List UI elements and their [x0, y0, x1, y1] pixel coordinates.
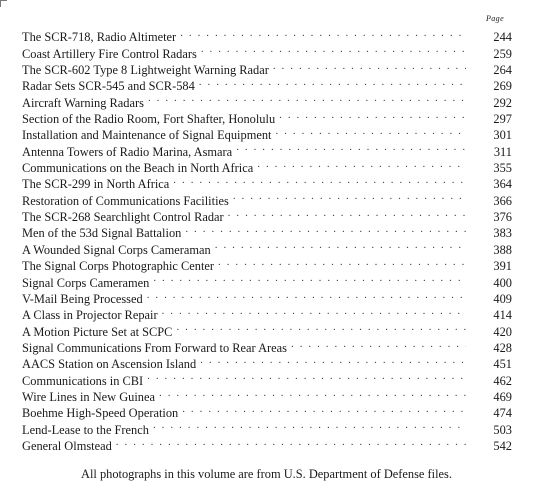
dot-leader [291, 336, 466, 352]
toc-entry-page-number: 292 [466, 95, 512, 111]
dot-leader [147, 287, 466, 303]
toc-entry-page-number: 355 [466, 160, 512, 176]
toc-entry-page-number: 420 [466, 324, 512, 340]
toc-entry-page-number: 409 [466, 291, 512, 307]
dot-leader [182, 401, 466, 417]
dot-leader [162, 303, 466, 319]
dot-leader [153, 417, 466, 433]
toc-entry-title: Section of the Radio Room, Fort Shafter, Honolulu [22, 111, 279, 127]
photo-credit-footnote: All photographs in this volume are from U.S. Department of Defense files. [81, 467, 452, 481]
toc-entry-page-number: 503 [466, 422, 512, 438]
dot-leader [185, 221, 466, 237]
dot-leader [153, 270, 466, 286]
dot-leader [228, 205, 466, 221]
toc-entry-title: The Signal Corps Photographic Center [22, 258, 218, 274]
toc-entry-title: A Motion Picture Set at SCPC [22, 324, 176, 340]
toc-entry-title: Communications in CBI [22, 373, 147, 389]
toc-entry-title: Signal Corps Cameramen [22, 275, 153, 291]
toc-entry-page-number: 366 [466, 193, 512, 209]
toc-entry-page-number: 269 [466, 78, 512, 94]
toc-entry-title: Radar Sets SCR-545 and SCR-584 [22, 78, 199, 94]
dot-leader [147, 368, 466, 384]
dot-leader [180, 25, 466, 41]
dot-leader [279, 107, 466, 123]
dot-leader [233, 188, 466, 204]
toc-entry-title: General Olmstead [22, 438, 116, 454]
toc-entry-title: Restoration of Communications Facilities [22, 193, 233, 209]
dot-leader [236, 139, 466, 155]
toc-entry-page-number: 244 [466, 29, 512, 45]
toc-entry-page-number: 364 [466, 176, 512, 192]
toc-entry-title: Wire Lines in New Guinea [22, 389, 159, 405]
toc-entry-title: Antenna Towers of Radio Marina, Asmara [22, 144, 236, 160]
toc-entry-title: Installation and Maintenance of Signal Equipment [22, 127, 275, 143]
toc-entry-title: Boehme High-Speed Operation [22, 405, 182, 421]
toc-entry-title: Lend-Lease to the French [22, 422, 153, 438]
dot-leader [201, 41, 466, 57]
toc-entry-page-number: 391 [466, 258, 512, 274]
dot-leader [273, 58, 466, 74]
toc-entry-title: A Class in Projector Repair [22, 307, 162, 323]
toc-entry-title: Communications on the Beach in North Africa [22, 160, 257, 176]
toc-entry-page-number: 542 [466, 438, 512, 454]
dot-leader [199, 74, 466, 90]
toc-entry-page-number: 428 [466, 340, 512, 356]
toc-entry-page-number: 297 [466, 111, 512, 127]
dot-leader [176, 319, 466, 335]
toc-entry-page-number: 414 [466, 307, 512, 323]
toc-entry-page-number: 469 [466, 389, 512, 405]
dot-leader [148, 90, 466, 106]
toc-entry-title: Signal Communications From Forward to Rear Areas [22, 340, 291, 356]
toc-entry-page-number: 474 [466, 405, 512, 421]
toc-entry-title: AACS Station on Ascension Island [22, 356, 200, 372]
toc-entry-page-number: 383 [466, 225, 512, 241]
toc-entry-title: Men of the 53d Signal Battalion [22, 225, 185, 241]
toc-entry-page-number: 376 [466, 209, 512, 225]
dot-leader [159, 385, 466, 401]
dot-leader [275, 123, 466, 139]
dot-leader [173, 172, 466, 188]
dot-leader [215, 237, 466, 253]
toc-entry-page-number: 264 [466, 62, 512, 78]
toc-entry-page-number: 462 [466, 373, 512, 389]
toc-entry-title: A Wounded Signal Corps Cameraman [22, 242, 215, 258]
toc-entry-title: Aircraft Warning Radars [22, 95, 148, 111]
toc-entry [22, 25, 512, 45]
toc-entry-title: The SCR-602 Type 8 Lightweight Warning Radar [22, 62, 273, 78]
dot-leader [116, 434, 466, 450]
toc-entry-page-number: 400 [466, 275, 512, 291]
dot-leader [218, 254, 466, 270]
illustrations-list [22, 25, 512, 453]
toc-entry-title: Coast Artillery Fire Control Radars [22, 46, 201, 62]
toc-entry-page-number: 301 [466, 127, 512, 143]
toc-entry-title: The SCR-299 in North Africa [22, 176, 173, 192]
toc-entry-page-number: 451 [466, 356, 512, 372]
toc-entry-page-number: 259 [466, 46, 512, 62]
page-column-heading: Page [486, 14, 505, 23]
toc-entry-title: V-Mail Being Processed [22, 291, 147, 307]
toc-entry-title: The SCR-268 Searchlight Control Radar [22, 209, 228, 225]
toc-entry-title: The SCR-718, Radio Altimeter [22, 29, 180, 45]
toc-entry-page-number: 388 [466, 242, 512, 258]
dot-leader [257, 156, 466, 172]
dot-leader [200, 352, 466, 368]
scan-corner-mark [0, 0, 7, 7]
toc-entry-page-number: 311 [466, 144, 512, 160]
